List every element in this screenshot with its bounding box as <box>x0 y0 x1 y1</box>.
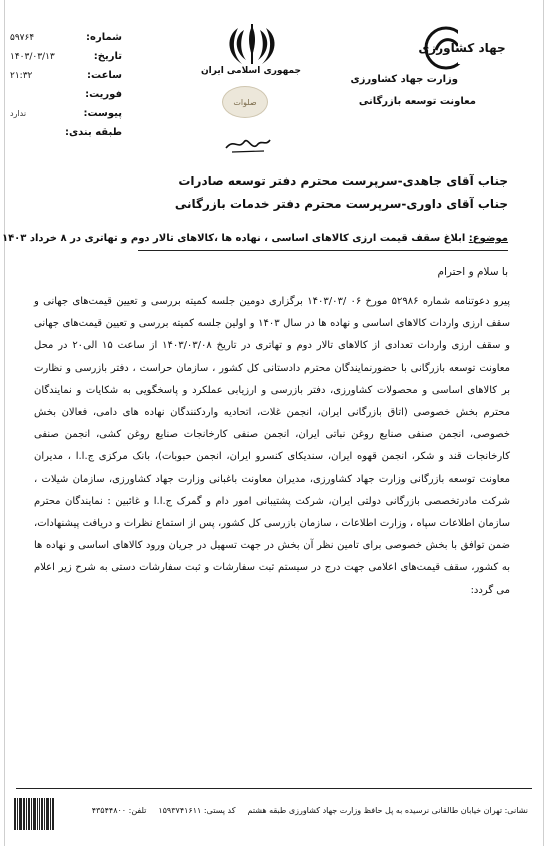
footer-contact <box>92 806 528 815</box>
subject-label: موضوع: <box>468 233 508 244</box>
svg-text:جهاد کشاورزی: جهاد کشاورزی <box>418 41 506 55</box>
salavat-stamp: صلوات <box>222 86 268 118</box>
letter-metadata <box>10 28 122 142</box>
footer-postal-code: کد پستی: ۱۵۹۳۷۴۱۶۱۱ <box>158 806 236 815</box>
letter-body: پیرو دعوتنامه شماره ۵۲۹۸۶ مورخ ۰۶ /۱۴۰۳/۰۳ برگزاری دومین جلسه کمیته بررسی و تعیین قیمت‌های جهانی و سقف ارزی واردات کالاهای اساسی و نهاده ها در سال ۱۴۰۳ و اولین جلسه کمیته بررسی و تعیین قیمت‌های جهانی و سقف ارزی واردات تعدادی از کالاهای تالار دوم و تهاتری در تاریخ ۱۴۰۳/۰۳/۰۸ از ساعت ۱۵ الی۲۰ در محل معاونت توسعه بازرگانی با حضورنمایندگان محترم دادستانی کل کشور ، سازمان حراست ، دفتر بازرسی و نظارت بر کالاهای اساسی و محصولات کشاورزی، دفتر بازرسی و ارزیابی عملکرد و پاسخگویی به شکایات و نمایندگان محترم بخش خصوصی (اتاق بازرگانی ایران، انجمن غلات، اتحادیه واردکنندگان نهاده های دامی، فعالان بخش خصوصی، انجمن صنفی صنایع روغن نباتی ایران، انجمن صنفی کارخانجات صنایع روغن کشی، انجمن صنفی کارخانجات قند و شکر، انجمن قهوه ایران، سندیکای کنسرو ایران، انجمن حبوبات)، بانک مرکزی ج.ا.ا ، مدیران معاونت توسعه بازرگانی وزارت جهاد کشاورزی، مدیران معاونت باغبانی وزارت جهاد کشاورزی، سازمان شیلات ، شرکت مادرتخصصی بازرگانی دولتی ایران، شرکت پشتیبانی امور دام و گمرک ج.ا.ا و غائبین : نمایندگان محترم سازمان اطلاعات سپاه ، وزارت اطلاعات ، سازمان بازرسی کل کشور، پس از استماع نظرات و دریافت پیشنهادات، ضمن توافق با بخش خصوصی برای تامین نظر آن بخش در جهت تسهیل در جریان ورود کالاهای اساسی و نهاده ها به کشور، سقف قیمت‌های اعلامی جهت درج در سیستم ثبت سفارشات و ثبت سفارشات دستی به شرح زیر اعلام می گردد: <box>34 296 510 596</box>
meta-time: ساعت: ۲۱:۳۲ <box>10 70 122 81</box>
barcode-icon <box>10 798 54 830</box>
footer-address: نشانی: تهران خیابان طالقانی نرسیده به پل حافظ وزارت جهاد کشاورزی طبقه هشتم <box>247 806 528 815</box>
addressee-1: جناب آقای جاهدی-سرپرست محترم دفتر توسعه صادرات <box>178 174 508 188</box>
footer-phone: تلفن: ۴۳۵۴۴۸۰۰ <box>91 806 147 815</box>
emblem-caption: جمهوری اسلامی ایران <box>200 66 302 76</box>
meta-number: شماره: ۵۹۷۶۴ <box>10 32 122 43</box>
jahad-keshavarzi-logo-icon <box>418 22 506 74</box>
subject-line <box>2 233 508 244</box>
addressee-2: جناب آقای داوری-سرپرست محترم دفتر خدمات بازرگانی <box>174 197 508 211</box>
iran-emblem-icon <box>222 22 282 68</box>
deputy-name: معاونت توسعه بازرگانی <box>358 96 476 107</box>
signature-icon <box>224 132 272 154</box>
subject-underline <box>138 250 508 251</box>
footer-divider <box>16 788 532 789</box>
greeting: با سلام و احترام <box>437 266 508 278</box>
meta-date: تاریخ: ۱۴۰۳/۰۳/۱۳ <box>10 51 122 62</box>
meta-classification: طبقه بندی: <box>64 127 122 138</box>
meta-urgency: فوریت: <box>85 89 122 100</box>
subject-text: ابلاغ سقف قیمت ارزی کالاهای اساسی ، نهاده ها ،کالاهای تالار دوم و تهاتری در ۸ خرداد ۱۴۰۳ <box>1 233 469 244</box>
page-edge-left <box>4 0 5 846</box>
ministry-name: وزارت جهاد کشاورزی <box>350 74 458 85</box>
page-edge-right <box>543 0 544 846</box>
meta-attachment: پیوست: ندارد <box>10 108 122 119</box>
